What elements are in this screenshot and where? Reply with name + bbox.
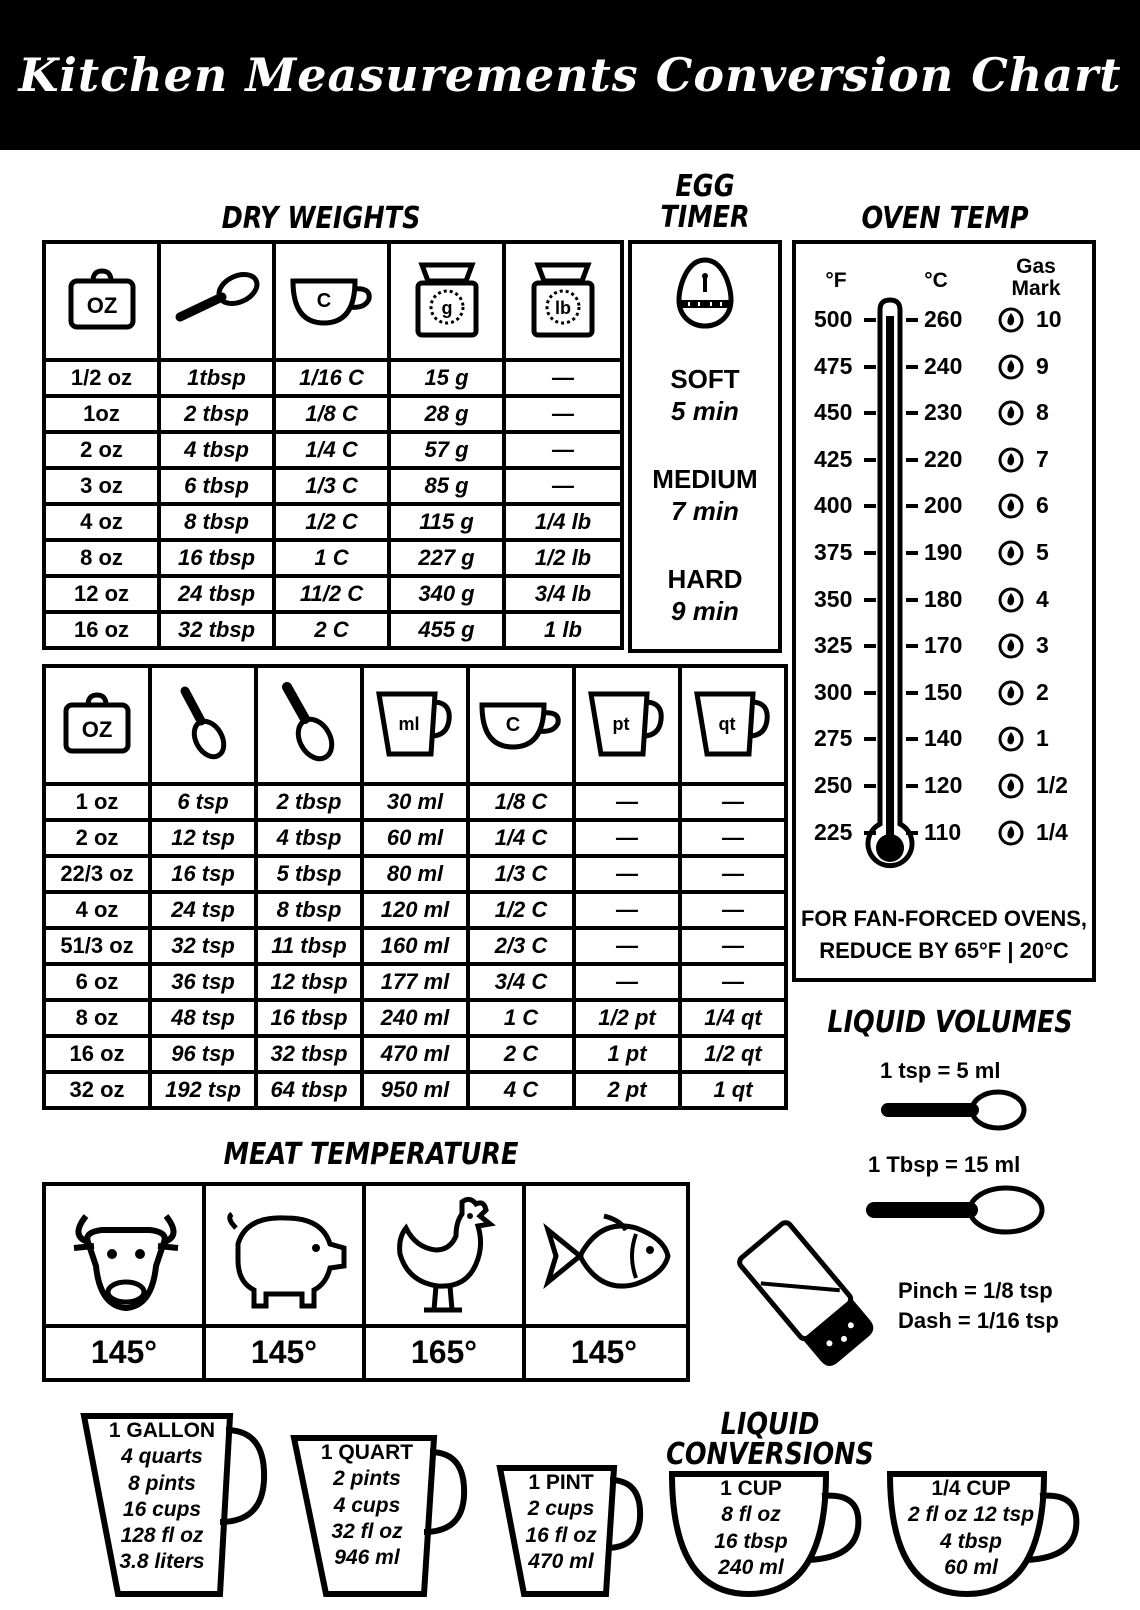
meat-cell-chicken (366, 1186, 526, 1378)
pint-line-3: 470 ml (528, 1549, 594, 1573)
oven-temp-panel (792, 240, 1096, 982)
egg-timer-title-2: TIMER (660, 200, 750, 235)
thermo-tick (864, 551, 876, 555)
table-row (44, 820, 786, 856)
oven-f-value: 375 (814, 539, 853, 565)
table-row (44, 892, 786, 928)
table-cell: 32 tbsp (159, 612, 274, 648)
thermo-tick (906, 737, 918, 741)
table-cell: 2 C (274, 612, 389, 648)
table-cell: 51/3 oz (44, 928, 150, 964)
pint-line-1: 2 cups (527, 1497, 595, 1521)
gallon-line-1: 4 quarts (121, 1445, 203, 1469)
table-cell: 32 oz (44, 1072, 150, 1108)
table-row (44, 540, 622, 576)
table-cell: 455 g (389, 612, 504, 648)
oven-gas-value: 5 (1036, 539, 1049, 565)
oven-gas-value: 3 (1036, 632, 1049, 658)
table-cell: — (574, 784, 680, 820)
tsp-equivalence: 1 tsp = 5 ml (880, 1058, 1001, 1083)
table-row (44, 468, 622, 504)
table-cell: — (574, 892, 680, 928)
table-cell: — (504, 432, 622, 468)
gallon-line-5: 3.8 liters (119, 1550, 205, 1574)
table-cell: 240 ml (362, 1000, 468, 1036)
cup-line-1: 8 fl oz (721, 1503, 781, 1527)
thermo-tick (864, 784, 876, 788)
table-cell: — (680, 784, 786, 820)
table-row (44, 504, 622, 540)
oven-c-value: 220 (924, 446, 963, 472)
oven-f-value: 475 (814, 353, 853, 379)
cup-line-3: 240 ml (718, 1555, 784, 1579)
egg-timer-panel (628, 240, 782, 653)
table-cell: — (680, 892, 786, 928)
table-cell: 96 tsp (150, 1036, 256, 1072)
thermo-tick (906, 411, 918, 415)
fish-temp: 145° (570, 1334, 638, 1370)
table-cell: 6 tsp (150, 784, 256, 820)
table-cell: 2 C (468, 1036, 574, 1072)
thermo-tick (906, 644, 918, 648)
oven-gas-value: 10 (1036, 306, 1062, 332)
table-cell: 1/2 C (274, 504, 389, 540)
pt-icon-label: pt (612, 714, 630, 734)
table-cell: 16 tbsp (256, 1000, 362, 1036)
thermo-tick (864, 318, 876, 322)
table-cell: 115 g (389, 504, 504, 540)
table-cell: 16 tsp (150, 856, 256, 892)
table-row (44, 856, 786, 892)
thermo-tick (906, 598, 918, 602)
oven-f-value: 500 (814, 306, 853, 332)
table-cell: 1/3 C (274, 468, 389, 504)
col-c-label: °C (924, 269, 948, 292)
gas-flame-icon (998, 354, 1024, 380)
oven-c-value: 230 (924, 399, 963, 425)
table-cell: 15 g (389, 360, 504, 396)
oven-f-value: 450 (814, 399, 853, 425)
gram-scale-icon (389, 242, 504, 360)
table-cell: — (574, 964, 680, 1000)
table-cell: 1/2 oz (44, 360, 159, 396)
liquid-oz-icon-label: OZ (81, 717, 113, 742)
table-cell: 8 oz (44, 540, 159, 576)
table-cell: 192 tsp (150, 1072, 256, 1108)
table-cell: 16 tbsp (159, 540, 274, 576)
thermo-tick (906, 318, 918, 322)
oven-c-value: 140 (924, 725, 963, 751)
table-cell: 60 ml (362, 820, 468, 856)
table-cell: 1/2 lb (504, 540, 622, 576)
table-row (44, 612, 622, 648)
oven-c-value: 200 (924, 492, 963, 518)
quart-head: 1 QUART (320, 1441, 414, 1464)
gas-flame-icon (998, 726, 1024, 752)
egg-soft-time: 5 min (671, 396, 739, 426)
table-cell: 2/3 C (468, 928, 574, 964)
beef-icon (66, 1196, 186, 1316)
table-cell: 1 lb (504, 612, 622, 648)
table-cell: 6 tbsp (159, 468, 274, 504)
salt-shaker-icon (728, 1216, 888, 1376)
table-cell: 28 g (389, 396, 504, 432)
egg-hard-label: HARD (667, 564, 743, 594)
oven-c-value: 180 (924, 586, 963, 612)
table-cell: 1 oz (44, 784, 150, 820)
pint-measuring-cup-icon (574, 666, 680, 784)
table-cell: 57 g (389, 432, 504, 468)
liquid-conversions-title: LIQUID CONVERSIONS (666, 1407, 874, 1472)
egg-medium-time: 7 min (671, 496, 739, 526)
egg-hard-time: 9 min (671, 596, 739, 626)
teaspoon-icon (880, 1086, 1030, 1134)
qt-icon-label: qt (718, 714, 736, 734)
table-cell: 120 ml (362, 892, 468, 928)
table-row (44, 1000, 786, 1036)
cup-icon (274, 242, 389, 360)
thermo-tick (906, 504, 918, 508)
table-row (44, 360, 622, 396)
table-row (44, 432, 622, 468)
col-gas-label-2: Mark (1011, 277, 1061, 300)
table-cell: 8 tbsp (256, 892, 362, 928)
liquid-icon-row (44, 666, 786, 784)
table-cell: 4 tbsp (256, 820, 362, 856)
table-cell: — (574, 820, 680, 856)
table-cell: 227 g (389, 540, 504, 576)
liquid-table (42, 664, 788, 1110)
oven-f-value: 275 (814, 725, 853, 751)
pint-text (506, 1470, 616, 1575)
oven-f-value: 425 (814, 446, 853, 472)
table-cell: 12 tsp (150, 820, 256, 856)
quarter-cup-text (896, 1476, 1046, 1581)
spoon-icon (159, 242, 274, 360)
gram-icon-label: g (441, 298, 452, 318)
liquid-volumes-title: LIQUID VOLUMES (827, 1005, 1073, 1040)
pint-line-2: 16 fl oz (525, 1523, 597, 1547)
table-cell: 4 tbsp (159, 432, 274, 468)
table-cell: — (680, 928, 786, 964)
oven-f-value: 225 (814, 819, 853, 845)
table-cell: 80 ml (362, 856, 468, 892)
oven-gas-value: 9 (1036, 353, 1049, 379)
oven-c-value: 190 (924, 539, 963, 565)
table-cell: 1/8 C (468, 784, 574, 820)
table-cell: 85 g (389, 468, 504, 504)
quart-measuring-cup-icon (680, 666, 786, 784)
oven-gas-value: 4 (1036, 586, 1049, 612)
chicken-icon (390, 1194, 502, 1320)
gallon-line-3: 16 cups (122, 1497, 202, 1521)
table-row (44, 964, 786, 1000)
oz-weight-icon (44, 242, 159, 360)
table-cell: 2 tbsp (256, 784, 362, 820)
table-row (44, 1036, 786, 1072)
quarter-cup-line-3: 60 ml (944, 1555, 998, 1579)
thermo-tick (864, 411, 876, 415)
table-cell: 3/4 C (468, 964, 574, 1000)
oven-f-value: 300 (814, 679, 853, 705)
table-cell: 3 oz (44, 468, 159, 504)
table-cell: 1/4 lb (504, 504, 622, 540)
beef-temp: 145° (90, 1334, 158, 1370)
thermo-tick (864, 691, 876, 695)
oven-f-value: 250 (814, 772, 853, 798)
table-cell: 8 tbsp (159, 504, 274, 540)
chicken-temp: 165° (410, 1334, 478, 1370)
table-cell: 11 tbsp (256, 928, 362, 964)
meat-cell-pork (206, 1186, 366, 1378)
oven-gas-value: 8 (1036, 399, 1049, 425)
oven-c-value: 150 (924, 679, 963, 705)
table-cell: 12 oz (44, 576, 159, 612)
thermo-tick (864, 737, 876, 741)
quart-line-1: 2 pints (333, 1467, 401, 1491)
thermo-tick (864, 831, 876, 835)
thermo-tick (864, 644, 876, 648)
table-cell: — (574, 856, 680, 892)
col-gas-label-1: Gas (1016, 255, 1056, 278)
table-cell: 1 C (274, 540, 389, 576)
quart-text (302, 1440, 432, 1571)
meat-temperature-title: MEAT TEMPERATURE (223, 1137, 519, 1172)
oven-c-value: 120 (924, 772, 963, 798)
oz-icon-label: OZ (86, 293, 117, 318)
table-cell: 36 tsp (150, 964, 256, 1000)
quart-line-4: 946 ml (334, 1546, 400, 1569)
gas-flame-icon (998, 587, 1024, 613)
oz-weight-icon (44, 666, 150, 784)
tablespoon-icon (256, 666, 362, 784)
table-cell: 1/2 pt (574, 1000, 680, 1036)
table-cell: 1/2 qt (680, 1036, 786, 1072)
egg-timer-icon (675, 256, 735, 330)
tablespoon-icon (866, 1182, 1050, 1238)
table-cell: 1/3 C (468, 856, 574, 892)
gas-flame-icon (998, 773, 1024, 799)
thermo-tick (864, 598, 876, 602)
table-cell: 30 ml (362, 784, 468, 820)
dry-weights-icon-row (44, 242, 622, 360)
liquid-body (44, 784, 786, 1108)
cup-icon-label: C (316, 290, 331, 312)
oven-c-value: 260 (924, 306, 963, 332)
meat-temperature-panel (42, 1182, 690, 1382)
gas-flame-icon (998, 820, 1024, 846)
pound-icon-label: lb (555, 298, 571, 318)
table-cell: — (680, 856, 786, 892)
table-cell: 4 C (468, 1072, 574, 1108)
table-cell: 1 qt (680, 1072, 786, 1108)
pint-head: 1 PINT (528, 1471, 594, 1494)
table-cell: 5 tbsp (256, 856, 362, 892)
oven-f-value: 400 (814, 492, 853, 518)
oven-f-value: 350 (814, 586, 853, 612)
dry-weights-title: DRY WEIGHTS (221, 201, 421, 236)
pinch-equivalence: Pinch = 1/8 tsp (898, 1278, 1053, 1303)
table-cell: — (680, 964, 786, 1000)
meat-cell-fish (526, 1186, 686, 1378)
table-cell: 8 oz (44, 1000, 150, 1036)
oven-gas-value: 1/4 (1036, 819, 1068, 845)
quarter-cup-line-2: 4 tbsp (940, 1529, 1002, 1553)
table-cell: 2 oz (44, 432, 159, 468)
table-cell: 160 ml (362, 928, 468, 964)
oven-gas-value: 1/2 (1036, 772, 1068, 798)
table-cell: 4 oz (44, 892, 150, 928)
table-cell: 4 oz (44, 504, 159, 540)
oven-f-value: 325 (814, 632, 853, 658)
oven-gas-value: 7 (1036, 446, 1049, 472)
table-cell: 177 ml (362, 964, 468, 1000)
gallon-line-4: 128 fl oz (120, 1524, 204, 1547)
table-cell: 1oz (44, 396, 159, 432)
gallon-line-2: 8 pints (128, 1471, 196, 1495)
dry-weights-body (44, 360, 622, 648)
teaspoon-icon (150, 666, 256, 784)
oven-gas-value: 2 (1036, 679, 1049, 705)
table-cell: 340 g (389, 576, 504, 612)
table-cell: 2 pt (574, 1072, 680, 1108)
fan-note-2: REDUCE BY 65°F | 20°C (819, 938, 1069, 963)
table-cell: 1/2 C (468, 892, 574, 928)
egg-soft-label: SOFT (670, 364, 740, 394)
pound-scale-icon (504, 242, 622, 360)
table-cell: 1/8 C (274, 396, 389, 432)
table-cell: 16 oz (44, 1036, 150, 1072)
table-cell: — (504, 396, 622, 432)
table-cell: — (680, 820, 786, 856)
oven-c-value: 110 (924, 819, 962, 845)
gas-flame-icon (998, 493, 1024, 519)
table-row (44, 576, 622, 612)
oven-c-value: 240 (924, 353, 963, 379)
thermo-tick (906, 365, 918, 369)
thermo-tick (906, 691, 918, 695)
thermometer-icon (864, 296, 916, 886)
gas-flame-icon (998, 540, 1024, 566)
table-cell: 22/3 oz (44, 856, 150, 892)
pork-temp: 145° (250, 1334, 318, 1370)
ml-icon-label: ml (398, 714, 420, 734)
page-title: Kitchen Measurements Conversion Chart (18, 48, 1122, 102)
table-cell: 1/4 C (468, 820, 574, 856)
table-cell: 1 pt (574, 1036, 680, 1072)
meat-cell-beef (46, 1186, 206, 1378)
fish-icon (540, 1208, 672, 1304)
thermo-tick (906, 831, 918, 835)
oven-gas-value: 1 (1036, 725, 1049, 751)
gas-flame-icon (998, 400, 1024, 426)
thermo-tick (864, 504, 876, 508)
table-cell: 1tbsp (159, 360, 274, 396)
egg-medium-label: MEDIUM (652, 464, 758, 494)
table-cell: 32 tsp (150, 928, 256, 964)
table-cell: 950 ml (362, 1072, 468, 1108)
thermo-tick (864, 365, 876, 369)
table-cell: 24 tbsp (159, 576, 274, 612)
thermo-tick (864, 458, 876, 462)
table-cell: — (504, 468, 622, 504)
table-cell: 16 oz (44, 612, 159, 648)
cup-text (686, 1476, 816, 1581)
table-cell: 2 oz (44, 820, 150, 856)
gallon-head: 1 GALLON (108, 1419, 216, 1442)
gas-flame-icon (998, 633, 1024, 659)
table-cell: 1/4 C (274, 432, 389, 468)
table-row (44, 396, 622, 432)
tbsp-equivalence: 1 Tbsp = 15 ml (868, 1152, 1021, 1177)
table-row (44, 1072, 786, 1108)
table-row (44, 928, 786, 964)
table-row (44, 784, 786, 820)
cup-icon (468, 666, 574, 784)
quarter-cup-head: 1/4 CUP (931, 1477, 1011, 1500)
col-f-label: °F (825, 269, 847, 292)
gas-flame-icon (998, 447, 1024, 473)
cup-head: 1 CUP (720, 1477, 782, 1500)
quarter-cup-line-1: 2 fl oz 12 tsp (907, 1503, 1035, 1527)
table-cell: 2 tbsp (159, 396, 274, 432)
table-cell: 11/2 C (274, 576, 389, 612)
quart-line-2: 4 cups (333, 1493, 401, 1517)
quart-line-3: 32 fl oz (331, 1519, 403, 1543)
cup-line-2: 16 tbsp (714, 1529, 788, 1553)
table-cell: 3/4 lb (504, 576, 622, 612)
dry-weights-table (42, 240, 624, 650)
pork-icon (222, 1204, 350, 1312)
oven-temp-title: OVEN TEMP (861, 201, 1029, 236)
gas-flame-icon (998, 307, 1024, 333)
table-cell: — (574, 928, 680, 964)
table-cell: 64 tbsp (256, 1072, 362, 1108)
table-cell: 48 tsp (150, 1000, 256, 1036)
table-cell: — (504, 360, 622, 396)
gallon-text (92, 1418, 232, 1576)
oven-c-value: 170 (924, 632, 963, 658)
thermo-tick (906, 551, 918, 555)
dash-equivalence: Dash = 1/16 tsp (898, 1308, 1059, 1333)
thermo-tick (906, 458, 918, 462)
table-cell: 6 oz (44, 964, 150, 1000)
table-cell: 1 C (468, 1000, 574, 1036)
oven-gas-value: 6 (1036, 492, 1049, 518)
table-cell: 1/16 C (274, 360, 389, 396)
table-cell: 1/4 qt (680, 1000, 786, 1036)
liquid-cup-icon-label: C (505, 714, 521, 736)
egg-timer-title-1: EGG (675, 169, 735, 204)
table-cell: 470 ml (362, 1036, 468, 1072)
gas-flame-icon (998, 680, 1024, 706)
table-cell: 32 tbsp (256, 1036, 362, 1072)
thermo-tick (906, 784, 918, 788)
table-cell: 12 tbsp (256, 964, 362, 1000)
fan-note-1: FOR FAN-FORCED OVENS, (800, 906, 1087, 931)
ml-measuring-cup-icon (362, 666, 468, 784)
table-cell: 24 tsp (150, 892, 256, 928)
